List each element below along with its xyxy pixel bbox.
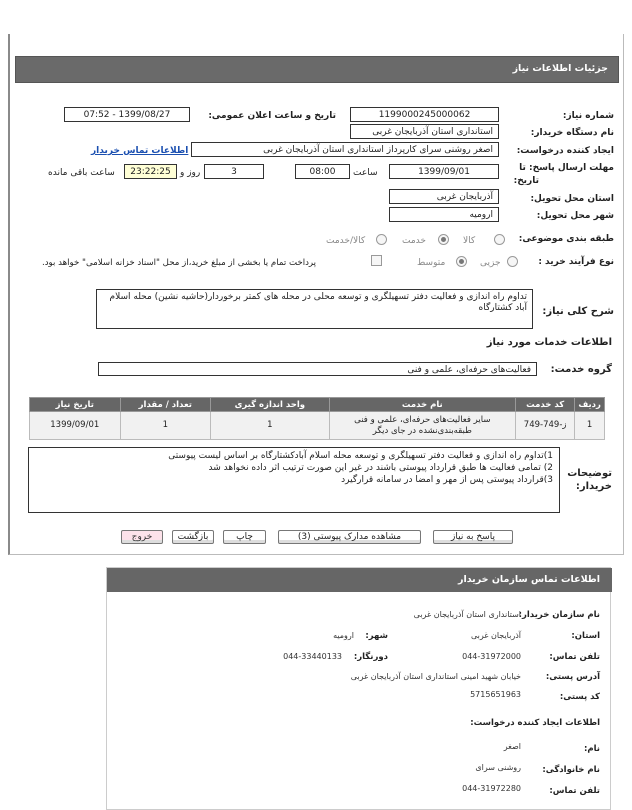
city-contact-value: ارومیه: [333, 631, 354, 640]
category-both-radio[interactable]: [376, 234, 387, 245]
buyer-field: استانداری استان آذربایجان غربی: [350, 124, 499, 139]
deadline-time-label: ساعت: [353, 168, 378, 178]
process-medium-radio[interactable]: [456, 256, 467, 267]
note-line: 1)تداوم راه اندازی و فعالیت دفتر تسهیلگری و توسعه محله اسلام آبادکشتارگاه بر اساس لیست پیوستی: [168, 451, 553, 461]
announce-label: تاریخ و ساعت اعلان عمومی:: [208, 111, 336, 121]
category-service-label: خدمت: [402, 236, 426, 246]
notes-label-2: خریدار:: [575, 481, 612, 492]
deadline-label: مهلت ارسال پاسخ: تا: [519, 163, 614, 173]
process-label: نوع فرآیند خرید :: [538, 257, 614, 267]
family-label: نام خانوادگی:: [542, 765, 600, 775]
table-row: [30, 412, 605, 440]
city-contact-label: شهر:: [365, 631, 388, 641]
service-group-label: گروه خدمت:: [550, 364, 612, 375]
treasury-checkbox[interactable]: [371, 255, 382, 266]
phone-label: تلفن تماس:: [549, 652, 600, 662]
days-label: روز و: [180, 168, 201, 178]
col-code: کد خدمت: [516, 398, 575, 412]
creator-label: ایجاد کننده درخواست:: [516, 146, 614, 156]
process-minor-radio[interactable]: [507, 256, 518, 267]
contact-panel-title: اطلاعات تماس سازمان خریدار: [107, 568, 612, 592]
province-field: آذربایجان غربی: [389, 189, 499, 204]
col-name: نام خدمت: [329, 398, 515, 412]
remaining-time-field: 23:22:25: [124, 164, 177, 179]
note-line: 3)قرارداد پیوستی پس از مهر و امضا در سامانه قرارگیرد: [341, 475, 553, 485]
cell-date: 1399/09/01: [30, 412, 121, 440]
panel-title: جزئیات اطلاعات نیاز: [15, 56, 619, 83]
postal-label: کد پستی:: [559, 692, 600, 702]
city-field: ارومیه: [389, 207, 499, 222]
cell-unit: 1: [211, 412, 330, 440]
treasury-text: پرداخت تمام یا بخشی از مبلغ خرید،از محل "اسناد خزانه اسلامی" خواهد بود.: [42, 258, 317, 268]
postal-value: 5715651963: [470, 690, 521, 699]
category-both-label: کالا/خدمت: [326, 236, 366, 246]
buyer-label: نام دستگاه خریدار:: [530, 128, 614, 138]
cell-name: سایر فعالیت‌های حرفه‌ای، علمی و فنی طبقه‌بندی‌نشده در جای دیگر: [329, 412, 515, 440]
name-label: نام:: [583, 744, 600, 754]
print-button[interactable]: چاپ: [223, 530, 266, 544]
service-group-field: فعالیت‌های حرفه‌ای، علمی و فنی: [98, 362, 537, 376]
col-date: تاریخ نیاز: [30, 398, 121, 412]
family-value: روشنی سرای: [475, 763, 521, 772]
need-number-label: شماره نیاز:: [562, 111, 614, 121]
table-header-row: [30, 398, 605, 412]
category-label: طبقه بندی موضوعی:: [518, 234, 614, 244]
creator-field: اصغر روشنی سرای کارپرداز استانداری استان آذربایجان غربی: [191, 142, 499, 157]
org-label: نام سازمان خریدار:: [518, 610, 600, 620]
name-value: اصغر: [503, 742, 521, 751]
deadline-date-field: 1399/09/01: [389, 164, 499, 179]
creator-phone-value: 044-31972280: [462, 784, 521, 793]
process-medium-label: متوسط: [417, 258, 446, 268]
need-number-field: 1199000245000062: [350, 107, 499, 122]
city-label: شهر محل تحویل:: [536, 211, 614, 221]
notes-field: [28, 447, 560, 513]
cell-qty: 1: [120, 412, 211, 440]
notes-label-1: توضیحات: [567, 468, 612, 479]
deadline-time-field: 08:00: [295, 164, 350, 179]
creator-info-title: اطلاعات ایجاد کننده درخواست:: [470, 718, 600, 728]
phone-value: 044-31972000: [462, 652, 521, 661]
exit-button[interactable]: خروج: [121, 530, 163, 544]
buyer-contact-link[interactable]: اطلاعات تماس خریدار: [91, 146, 189, 156]
back-button[interactable]: بازگشت: [172, 530, 214, 544]
deadline-date-label: تاریخ:: [513, 176, 539, 186]
province-label: استان محل تحویل:: [530, 194, 614, 204]
summary-field: تداوم راه اندازی و فعالیت دفتر تسهیلگری و توسعه محلی در محله های کمتر برخوردار(حاشیه نشین) محله اسلام آباد کشتارگاه: [96, 289, 533, 329]
remaining-label: ساعت باقی مانده: [48, 168, 115, 178]
category-goods-label: کالا: [463, 236, 476, 246]
province-contact-value: آذربایجان غربی: [470, 631, 521, 640]
contact-panel: [106, 567, 611, 810]
col-qty: تعداد / مقدار: [120, 398, 211, 412]
col-unit: واحد اندازه گیری: [211, 398, 330, 412]
category-service-radio[interactable]: [438, 234, 449, 245]
fax-label: دورنگار:: [353, 652, 388, 662]
category-goods-radio[interactable]: [494, 234, 505, 245]
note-line: 2) تمامی فعالیت ها طبق قرارداد پیوستی باشند در غیر این صورت ترتیب اثر داده نخواهد شد: [208, 463, 553, 473]
announce-field: 1399/08/27 - 07:52: [64, 107, 190, 122]
province-contact-label: استان:: [571, 631, 600, 641]
creator-phone-label: تلفن تماس:: [549, 786, 600, 796]
process-minor-label: جزیی: [480, 258, 501, 268]
cell-index: 1: [575, 412, 605, 440]
services-table: [29, 397, 605, 440]
address-value: خیابان شهید امینی استانداری استان آذربایجان غربی: [350, 672, 521, 681]
org-value: استانداری استان آذربایجان غربی: [413, 610, 521, 619]
cell-code: ز-749-749: [516, 412, 575, 440]
address-label: آدرس پستی:: [545, 672, 600, 682]
fax-value: 044-33440133: [283, 652, 342, 661]
days-field: 3: [204, 164, 264, 179]
reply-button[interactable]: پاسخ به نیاز: [433, 530, 513, 544]
services-section-title: اطلاعات خدمات مورد نیاز: [486, 337, 612, 348]
summary-label: شرح کلی نیاز:: [542, 306, 614, 317]
attachments-button[interactable]: مشاهده مدارک پیوستی (3): [278, 530, 421, 544]
col-index: ردیف: [575, 398, 605, 412]
